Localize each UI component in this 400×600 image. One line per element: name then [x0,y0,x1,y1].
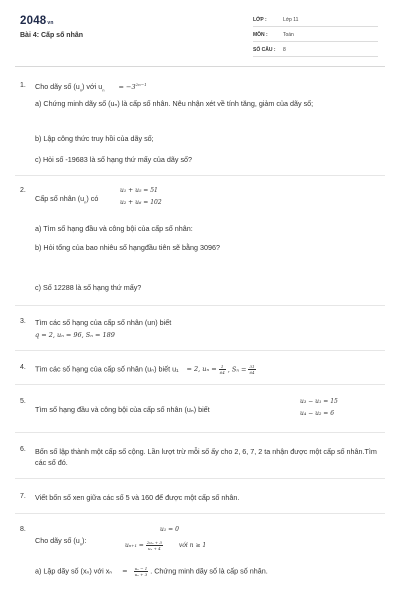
fraction-2 [248,364,255,375]
question-number: 6. [20,446,26,453]
divider [15,432,385,433]
meta-class-value: Lớp 11 [283,17,299,23]
stem-text: Cho dãy số (u [35,536,80,545]
question-text [35,364,256,375]
part-a [35,566,268,577]
part-a-prefix: a) Lập dãy số (xₙ) với xₙ [35,566,113,576]
part-b: b) Hỏi tổng của bao nhiêu số hạngđầu tiên sẽ bằng 3096? [35,243,221,252]
meta-count-row [253,45,378,57]
question-number: 4. [20,364,26,371]
part-a-suffix: . Chứng minh dãy số là cấp số nhân. [150,566,268,576]
stem-sub: n [84,199,87,205]
part-b: b) Lập công thức truy hồi của dãy số; [35,134,154,143]
question-text: Tìm số hạng đầu và công bội của cấp số nhân (uₙ) biết [35,405,210,414]
meta-class-label: LỚP : [253,17,267,23]
frac-denominator: 64 [249,370,255,375]
frac-numerator: 31 [249,364,255,369]
question-number: 8. [20,526,26,533]
divider [15,513,385,514]
frac-numerator: 1 [219,364,226,370]
question-number: 1. [20,82,26,89]
equation-1: u₁ + u₅ = 51 [120,187,158,194]
meta-count-value: 8 [283,47,286,53]
lesson-title: Bài 4: Cấp số nhân [20,32,84,39]
question-text: Viết bốn số xen giữa các số 5 và 160 để được một cấp số nhân. [35,493,240,502]
eq2-lhs: uₙ₊₁ = [125,542,144,549]
frac-denominator: uₙ + 4 [148,546,161,551]
frac-denominator: 64 [219,370,225,375]
part-c: c) Số 12288 là số hạng thứ mấy? [35,283,142,292]
question-stem [35,194,98,204]
site-logo[interactable] [20,15,54,27]
stem-rest: ) với u [81,82,103,92]
part-a-fraction [134,566,149,577]
divider [15,305,385,306]
question-number: 7. [20,493,26,500]
frac-denominator: uₙ + 3 [134,572,148,577]
equation-2: u₄ − u₂ = 6 [300,410,335,417]
formula [119,83,147,91]
meta-subject-row [253,30,378,42]
stem-text: Cấp số nhân (u [35,194,85,203]
divider [15,175,385,176]
meta-subject-value: Toán [283,32,294,38]
eq2-fraction [146,540,163,551]
formula: q = 2, uₙ = 96, Sₙ = 189 [35,331,115,339]
divider [15,478,385,479]
worksheet-header [0,0,400,70]
logo-suffix: vn [47,20,54,26]
meta-class-row [253,15,378,27]
frac-numerator: 2uₙ + 3 [146,540,162,545]
equation-1: u₃ − u₁ = 15 [300,398,338,405]
question-number: 2. [20,187,26,194]
divider [15,384,385,385]
stem-sub2: n [102,87,105,93]
stem-rest: ) có [86,194,99,203]
header-divider [15,66,385,67]
equation-2 [125,540,206,551]
logo-text: 2048 [20,15,47,27]
part-c: c) Hỏi số -19683 là số hạng thứ mấy của dãy số? [35,155,193,164]
part-a-equals: = [122,567,128,576]
question-text: Bốn số lập thành một cấp số cộng. Lần lượt trừ mỗi số ấy cho 2, 6, 7, 2 ta nhận được một cấp số nhân.Tìm các số đó. [35,447,377,467]
question-text: Tìm các số hạng của cấp số nhân (un) biết [35,318,172,327]
stem-rest: ): [81,536,87,545]
stem-sub: n [79,541,82,547]
eq2-condition: với n ≥ 1 [178,542,207,549]
text: Tìm các số hạng của cấp số nhân (uₙ) biết u₁ [35,364,179,374]
question-number: 3. [20,318,26,325]
question-stem [35,82,147,93]
question-number: 5. [20,398,26,405]
equation-2: u₂ + u₆ = 102 [120,199,162,206]
meta-count-label: SỐ CÂU : [253,47,276,53]
question-stem [35,536,86,546]
frac-numerator: uₙ − 1 [134,566,148,571]
formula-part-b: , Sₙ = [227,365,247,374]
divider [15,350,385,351]
formula-exponent: 2n−1 [135,82,147,87]
formula-base: = −3 [118,83,136,92]
stem-text: Cho dãy số (u [35,82,80,92]
meta-subject-label: MÔN : [253,32,268,38]
stem-sub: n [79,87,82,93]
equation-1: u₁ = 0 [160,526,179,533]
formula-part-a: = 2, uₙ = [186,365,217,374]
fraction-1 [219,364,226,375]
part-a: a) Chứng minh dãy số (uₙ) là cấp số nhân. Nêu nhận xét về tính tăng, giảm của dãy số; [35,99,314,108]
part-a: a) Tìm số hạng đầu và công bội của cấp số nhân: [35,224,193,233]
